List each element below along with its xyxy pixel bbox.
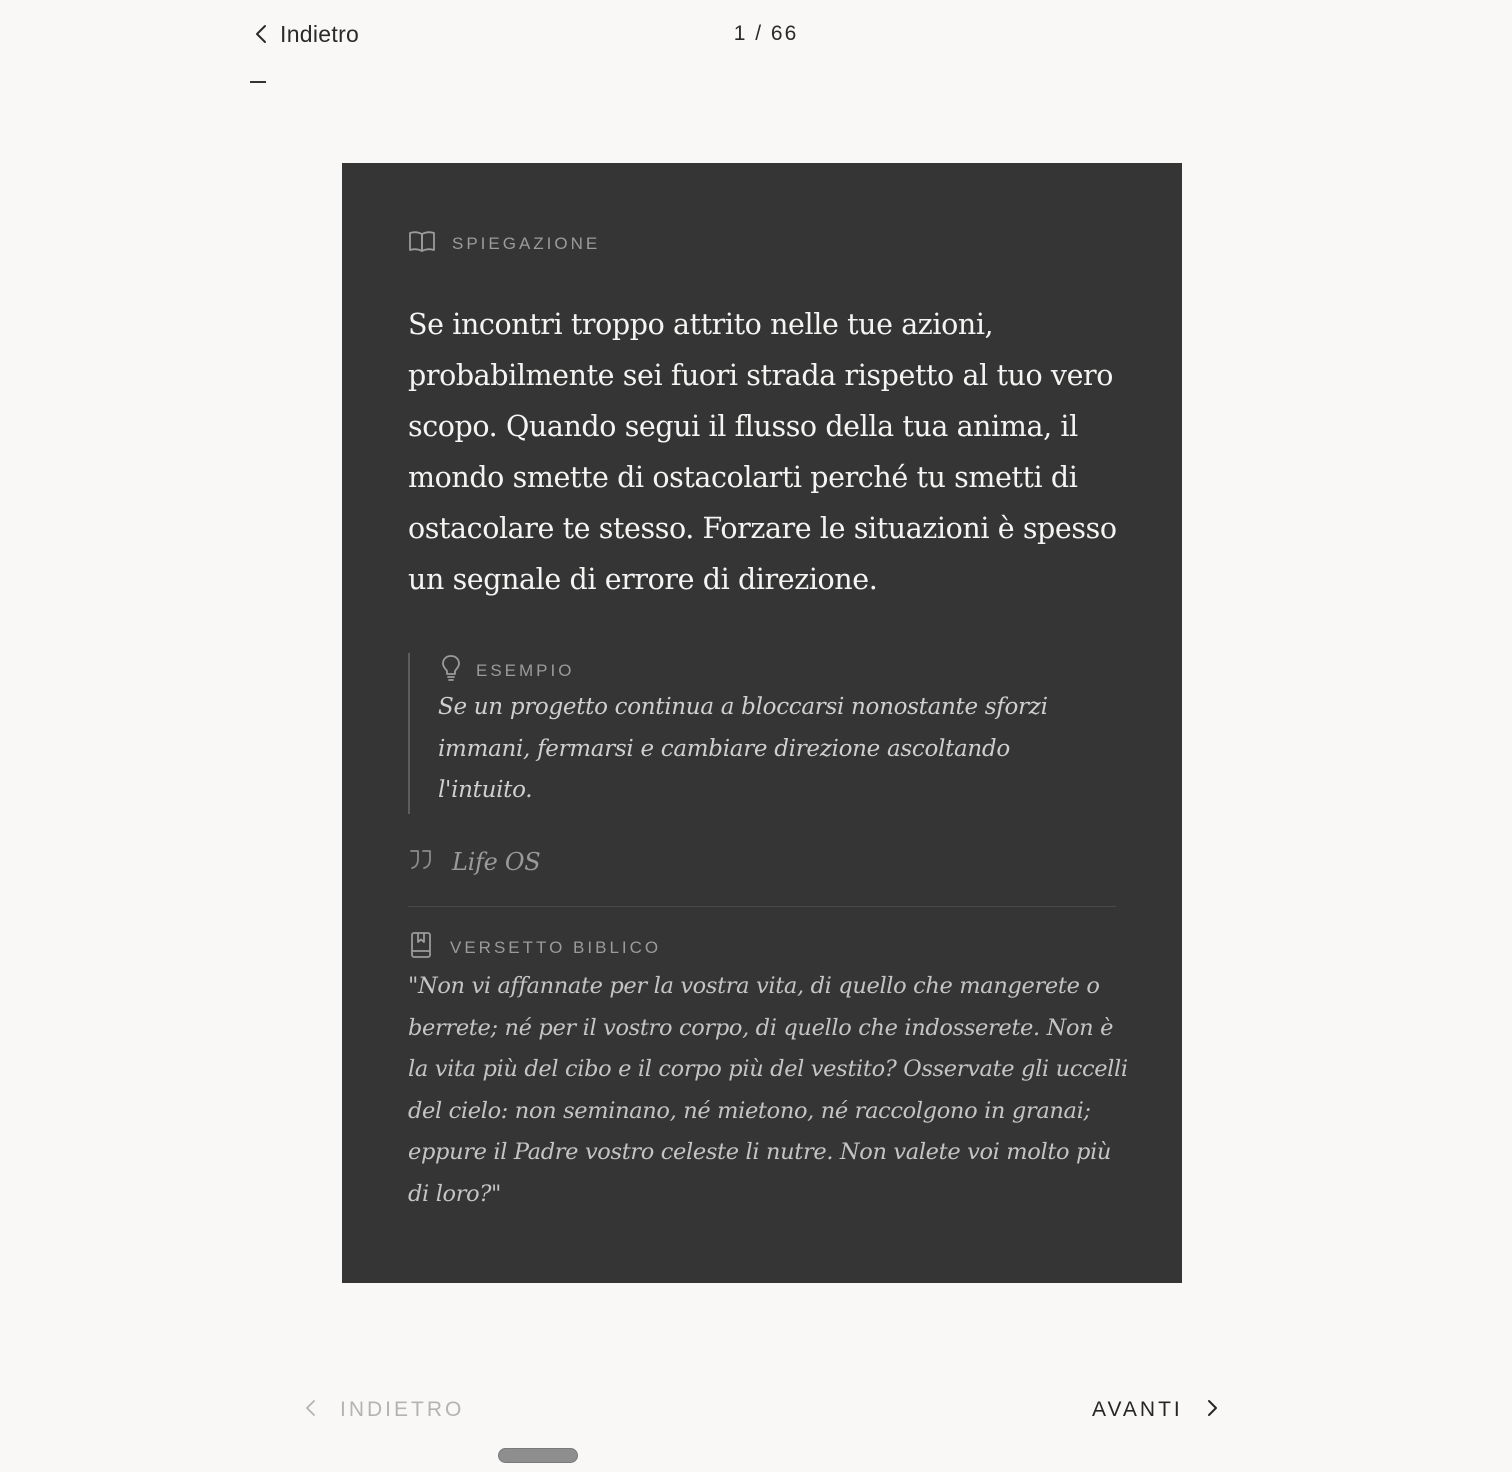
lightbulb-icon <box>440 654 462 687</box>
verse-label: VERSETTO BIBLICO <box>450 937 662 957</box>
page-counter: 1 / 66 <box>733 22 799 45</box>
progress-indicator <box>250 81 266 83</box>
section-divider <box>408 906 1116 907</box>
verse-text: "Non vi affannate per la vostra vita, di quello che mangerete o berrete; né per il vostro corpo, di quello che indosserete. Non è la vita più del cibo e il corpo più del vestito? Osservate gli uccelli del cielo: non seminano, né mietono, né raccolgono in granai; eppure il Padre vostro celeste li nutre. Non valete voi molto più di loro?" <box>408 973 1128 1207</box>
back-button[interactable] <box>254 16 359 52</box>
explanation-text: Se incontri troppo attrito nelle tue azioni, probabilmente sei fuori strada rispetto al tuo vero scopo. Quando segui il flusso della tua anima, il mondo smette di ostacolarti perché tu smetti di ostacolare te stesso. Forzare le situazioni è spesso un segnale di errore di direzione. <box>408 308 1117 596</box>
back-label: Indietro <box>280 20 360 47</box>
previous-button[interactable] <box>304 1392 464 1428</box>
explanation-label: SPIEGAZIONE <box>452 233 601 253</box>
source-text: Life OS <box>452 847 541 876</box>
example-text: Se un progetto continua a bloccarsi nonostante sforzi immani, fermarsi e cambiare direzione ascoltando l'intuito. <box>438 694 1048 803</box>
previous-label: INDIETRO <box>340 1398 465 1421</box>
source-row <box>408 847 540 876</box>
bookmark-book-icon <box>408 931 434 964</box>
verse-header <box>408 931 661 964</box>
quote-icon <box>408 847 434 876</box>
chevron-left-icon <box>304 1397 318 1424</box>
chevron-left-icon <box>254 23 268 45</box>
next-button[interactable] <box>1092 1392 1219 1428</box>
chevron-right-icon <box>1205 1397 1219 1424</box>
content-card <box>342 163 1182 1283</box>
book-open-icon <box>408 229 436 258</box>
scroll-handle[interactable] <box>498 1448 578 1463</box>
explanation-header <box>408 229 600 258</box>
example-header <box>440 654 574 687</box>
next-label: AVANTI <box>1092 1398 1183 1421</box>
example-label: ESEMPIO <box>476 660 575 680</box>
example-block <box>408 653 1120 814</box>
